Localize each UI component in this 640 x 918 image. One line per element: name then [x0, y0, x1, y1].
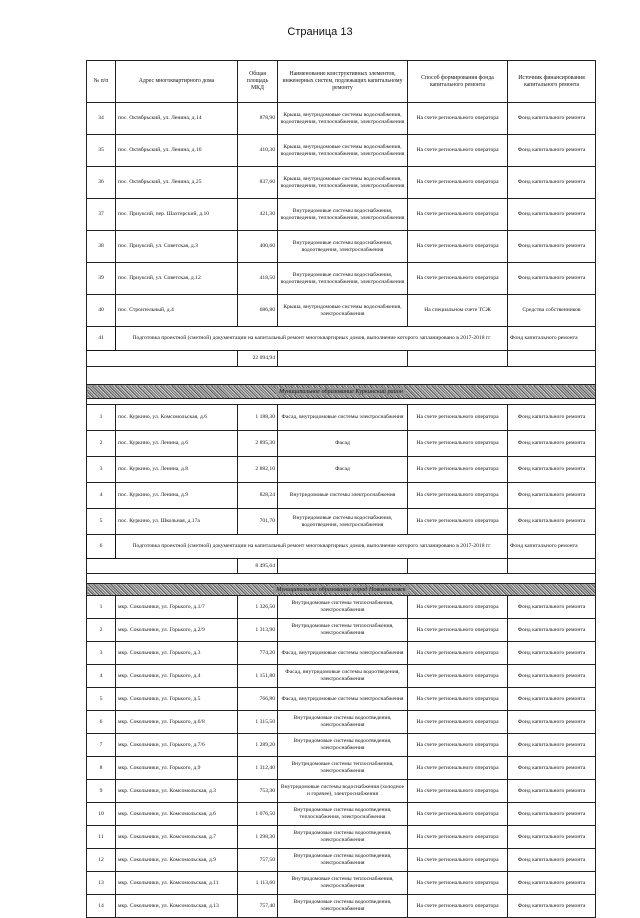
row-elements: Внутридомовые системы теплоснабжения, электроснабжения — [278, 872, 408, 895]
row-elements: Фасад, внутридомовые системы электроснабжения — [278, 405, 408, 431]
row-number: 2 — [87, 619, 116, 642]
total-empty-cell — [278, 559, 408, 574]
section-header-cell — [87, 584, 596, 596]
table-row — [87, 103, 596, 135]
row-area: 1 313,90 — [238, 619, 278, 642]
design-docs-row — [87, 535, 596, 559]
row-funding-source: Фонд капитального ремонта — [508, 509, 596, 535]
table-row — [87, 596, 596, 619]
table-row — [87, 509, 596, 535]
row-funding-source: Фонд капитального ремонта — [508, 803, 596, 826]
col-header-elements: Наименование конструктивных элементов, инженерных систем, подлежащих капитальному ремонту — [278, 61, 408, 103]
row-funding-source: Фонд капитального ремонта — [508, 263, 596, 295]
row-elements: Внутридомовые системы теплоснабжения, электроснабжения — [278, 757, 408, 780]
row-number: 1 — [87, 405, 116, 431]
table-row — [87, 826, 596, 849]
row-number: 9 — [87, 780, 116, 803]
row-address: пос. Приуксий, пер. Шахтерский, д.10 — [116, 199, 238, 231]
row-address: мкр. Сокольники, ул. Горького, д.2/9 — [116, 619, 238, 642]
row-address: пос. Куркино, ул. Школьная, д.17а — [116, 509, 238, 535]
row-number: 37 — [87, 199, 116, 231]
row-funding-source: Фонд капитального ремонта — [508, 734, 596, 757]
spacer-row — [87, 574, 596, 584]
row-funding-source: Фонд капитального ремонта — [508, 405, 596, 431]
row-funding-source: Фонд капитального ремонта — [508, 535, 596, 559]
row-fund-method: На счете регионального оператора — [408, 135, 508, 167]
row-elements: Фасад, внутридомовые системы электроснабжения — [278, 688, 408, 711]
row-number: 11 — [87, 826, 116, 849]
row-elements: Крыша, внутридомовые системы водоснабжения, электроснабжения — [278, 295, 408, 327]
row-number: 5 — [87, 688, 116, 711]
table-row — [87, 231, 596, 263]
row-fund-method: На счете регионального оператора — [408, 405, 508, 431]
table-row — [87, 431, 596, 457]
row-fund-method: На счете регионального оператора — [408, 199, 508, 231]
row-address: мкр. Сокольники, ул. Горького, д.6/8 — [116, 711, 238, 734]
spacer-cell — [87, 574, 596, 584]
row-address: пос. Строительный, д.4 — [116, 295, 238, 327]
table-row — [87, 135, 596, 167]
section-header-cell — [87, 385, 596, 399]
row-elements: Внутридомовые системы водоотведения, электроснабжения — [278, 849, 408, 872]
row-address: мкр. Сокольники, ул. Комсомольская, д.13 — [116, 895, 238, 918]
row-elements: Крыша, внутридомовые системы водоснабжения, водоотведения, теплоснабжения, электроснабжения — [278, 167, 408, 199]
total-area: 22 094,94 — [238, 351, 278, 367]
table-row — [87, 619, 596, 642]
row-funding-source: Фонд капитального ремонта — [508, 483, 596, 509]
row-elements: Внутридомовые системы электроснабжения — [278, 483, 408, 509]
row-number: 4 — [87, 665, 116, 688]
row-area: 828,24 — [238, 483, 278, 509]
row-elements: Внутридомовые системы водоотведения, теплоснабжения, электроснабжения — [278, 803, 408, 826]
table-row — [87, 872, 596, 895]
row-address: мкр. Сокольники, ул. Горького, д.9 — [116, 757, 238, 780]
row-number: 13 — [87, 872, 116, 895]
row-fund-method: На счете регионального оператора — [408, 849, 508, 872]
row-funding-source: Фонд капитального ремонта — [508, 327, 596, 351]
row-funding-source: Фонд капитального ремонта — [508, 895, 596, 918]
table-row — [87, 803, 596, 826]
table-row — [87, 895, 596, 918]
row-area: 701,70 — [238, 509, 278, 535]
table-row — [87, 711, 596, 734]
table-row — [87, 483, 596, 509]
row-funding-source: Фонд капитального ремонта — [508, 596, 596, 619]
row-number: 10 — [87, 803, 116, 826]
row-elements: Фасад, внутридомовые системы электроснабжения — [278, 642, 408, 665]
row-number: 40 — [87, 295, 116, 327]
row-elements: Фасад, внутридомовые системы водоотведения, электроснабжения — [278, 665, 408, 688]
row-fund-method: На счете регионального оператора — [408, 665, 508, 688]
row-area: 400,60 — [238, 231, 278, 263]
row-funding-source: Фонд капитального ремонта — [508, 826, 596, 849]
row-number: 35 — [87, 135, 116, 167]
row-area: 1 076,50 — [238, 803, 278, 826]
row-number: 34 — [87, 103, 116, 135]
row-area: 2 895,30 — [238, 431, 278, 457]
row-address: мкр. Сокольники, ул. Комсомольская, д.3 — [116, 780, 238, 803]
row-funding-source: Фонд капитального ремонта — [508, 103, 596, 135]
design-docs-row — [87, 327, 596, 351]
row-area: 1 151,80 — [238, 665, 278, 688]
row-fund-method: На счете регионального оператора — [408, 431, 508, 457]
row-area: 1 289,20 — [238, 734, 278, 757]
row-fund-method: На счете регионального оператора — [408, 734, 508, 757]
row-funding-source: Фонд капитального ремонта — [508, 780, 596, 803]
row-address: мкр. Сокольники, ул. Горького, д.1/7 — [116, 596, 238, 619]
row-address: пос. Октябрьский, ул. Ленина, д.14 — [116, 103, 238, 135]
row-number: 3 — [87, 457, 116, 483]
row-funding-source: Фонд капитального ремонта — [508, 231, 596, 263]
design-docs-text: Подготовка проектной (сметной) документации на капитальный ремонт многоквартирных домов, выполнение которого запланировано в 2017-2018 гг — [116, 327, 508, 351]
row-number: 4 — [87, 483, 116, 509]
table-row — [87, 688, 596, 711]
row-number: 6 — [87, 535, 116, 559]
row-fund-method: На счете регионального оператора — [408, 167, 508, 199]
row-area: 2 882,10 — [238, 457, 278, 483]
row-funding-source: Фонд капитального ремонта — [508, 849, 596, 872]
row-address: пос. Октябрьский, ул. Ленина, д.16 — [116, 135, 238, 167]
row-number: 7 — [87, 734, 116, 757]
total-empty-cell — [408, 351, 508, 367]
table-row — [87, 295, 596, 327]
row-fund-method: На счете регионального оператора — [408, 711, 508, 734]
row-elements: Внутридомовые системы водоснабжения, водоотведения, электроснабжения — [278, 509, 408, 535]
row-funding-source: Фонд капитального ремонта — [508, 135, 596, 167]
row-address: мкр. Сокольники, ул. Горького, д.3 — [116, 642, 238, 665]
row-number: 39 — [87, 263, 116, 295]
row-elements: Внутридомовые системы водоснабжения, водоотведения, теплоснабжения, электроснабжения — [278, 199, 408, 231]
col-header-address: Адрес многоквартирного дома — [116, 61, 238, 103]
table-row — [87, 780, 596, 803]
row-number: 14 — [87, 895, 116, 918]
row-area: 753,30 — [238, 780, 278, 803]
row-fund-method: На счете регионального оператора — [408, 263, 508, 295]
row-fund-method: На счете регионального оператора — [408, 826, 508, 849]
row-fund-method: На счете регионального оператора — [408, 103, 508, 135]
repair-register-table — [86, 60, 596, 918]
row-address: мкр. Сокольники, ул. Горького, д.5 — [116, 688, 238, 711]
row-number: 6 — [87, 711, 116, 734]
row-elements: Внутридомовые системы теплоснабжения, электроснабжения — [278, 596, 408, 619]
row-address: пос. Куркино, ул. Ленина, д.9 — [116, 483, 238, 509]
row-area: 757,50 — [238, 849, 278, 872]
row-funding-source: Фонд капитального ремонта — [508, 665, 596, 688]
row-area: 878,90 — [238, 103, 278, 135]
row-number: 1 — [87, 596, 116, 619]
row-elements: Фасад — [278, 457, 408, 483]
row-area: 1 312,40 — [238, 757, 278, 780]
row-funding-source: Фонд капитального ремонта — [508, 457, 596, 483]
row-elements: Внутридомовые системы водоотведения, электроснабжения — [278, 734, 408, 757]
page-title: Страница 13 — [287, 26, 353, 38]
table-row — [87, 405, 596, 431]
row-area: 1 326,50 — [238, 596, 278, 619]
row-fund-method: На счете регионального оператора — [408, 596, 508, 619]
row-address: пос. Куркино, ул. Ленина, д.8 — [116, 457, 238, 483]
total-empty-cell — [87, 559, 238, 574]
table-row — [87, 642, 596, 665]
row-fund-method: На счете регионального оператора — [408, 457, 508, 483]
table-header-row — [87, 61, 596, 103]
row-elements: Внутридомовые системы водоснабжения (холодное и горячее), электроснабжения — [278, 780, 408, 803]
total-row — [87, 351, 596, 367]
row-funding-source: Фонд капитального ремонта — [508, 642, 596, 665]
row-address: пос. Куркино, ул. Ленина, д.6 — [116, 431, 238, 457]
row-address: пос. Приуксий, ул. Советская, д.12 — [116, 263, 238, 295]
row-number: 41 — [87, 327, 116, 351]
row-area: 774,20 — [238, 642, 278, 665]
row-area: 757,40 — [238, 895, 278, 918]
row-area: 766,80 — [238, 688, 278, 711]
table-row — [87, 734, 596, 757]
total-empty-cell — [508, 351, 596, 367]
col-header-fund: Способ формирования фонда капитального ремонта — [408, 61, 508, 103]
total-empty-cell — [87, 351, 238, 367]
row-number: 3 — [87, 642, 116, 665]
col-header-source: Источник финансирования капитального ремонта — [508, 61, 596, 103]
row-address: мкр. Сокольники, ул. Горького, д.7/6 — [116, 734, 238, 757]
row-fund-method: На счете регионального оператора — [408, 231, 508, 263]
row-funding-source: Средства собственников — [508, 295, 596, 327]
total-row — [87, 559, 596, 574]
row-fund-method: На счете регионального оператора — [408, 872, 508, 895]
row-funding-source: Фонд капитального ремонта — [508, 711, 596, 734]
row-fund-method: На счете регионального оператора — [408, 780, 508, 803]
table-row — [87, 199, 596, 231]
row-elements: Внутридомовые системы водоотведения, электроснабжения — [278, 826, 408, 849]
row-area: 1 298,30 — [238, 826, 278, 849]
row-address: пос. Октябрьский, ул. Ленина, д.25 — [116, 167, 238, 199]
spacer-row — [87, 367, 596, 385]
total-empty-cell — [408, 559, 508, 574]
row-area: 837,60 — [238, 167, 278, 199]
row-funding-source: Фонд капитального ремонта — [508, 757, 596, 780]
section-header-row — [87, 385, 596, 399]
table-row — [87, 849, 596, 872]
row-area: 686,80 — [238, 295, 278, 327]
row-area: 421,30 — [238, 199, 278, 231]
table-row — [87, 457, 596, 483]
spacer-cell — [87, 367, 596, 385]
row-area: 1 315,50 — [238, 711, 278, 734]
row-funding-source: Фонд капитального ремонта — [508, 688, 596, 711]
row-address: пос. Приуксий, ул. Советская, д.3 — [116, 231, 238, 263]
total-empty-cell — [508, 559, 596, 574]
row-fund-method: На счете регионального оператора — [408, 509, 508, 535]
row-address: мкр. Сокольники, ул. Горького, д.4 — [116, 665, 238, 688]
row-area: 410,30 — [238, 135, 278, 167]
total-area: 8 495,64 — [238, 559, 278, 574]
table-row — [87, 167, 596, 199]
total-empty-cell — [278, 351, 408, 367]
row-address: мкр. Сокольники, ул. Комсомольская, д.6 — [116, 803, 238, 826]
row-elements: Внутридомовые системы водоснабжения, водоотведения, теплоснабжения, электроснабжения — [278, 263, 408, 295]
row-funding-source: Фонд капитального ремонта — [508, 199, 596, 231]
row-fund-method: На счете регионального оператора — [408, 619, 508, 642]
row-elements: Внутридомовые системы водоотведения, электроснабжения — [278, 711, 408, 734]
row-fund-method: На счете регионального оператора — [408, 757, 508, 780]
design-docs-text: Подготовка проектной (сметной) документации на капитальный ремонт многоквартирных домов, выполнение которого запланировано в 2017-2018 гг — [116, 535, 508, 559]
row-fund-method: На счете регионального оператора — [408, 688, 508, 711]
row-area: 418,50 — [238, 263, 278, 295]
row-fund-method: На счете регионального оператора — [408, 895, 508, 918]
row-fund-method: На счете регионального оператора — [408, 803, 508, 826]
table-row — [87, 757, 596, 780]
row-number: 8 — [87, 757, 116, 780]
row-funding-source: Фонд капитального ремонта — [508, 619, 596, 642]
row-number: 12 — [87, 849, 116, 872]
section-header-row — [87, 584, 596, 596]
row-address: мкр. Сокольники, ул. Комсомольская, д.11 — [116, 872, 238, 895]
row-elements: Внутридомовые системы водоснабжения, водоотведения, электроснабжения — [278, 231, 408, 263]
row-funding-source: Фонд капитального ремонта — [508, 431, 596, 457]
row-elements: Фасад — [278, 431, 408, 457]
row-funding-source: Фонд капитального ремонта — [508, 167, 596, 199]
row-elements: Внутридомовые системы теплоснабжения, электроснабжения — [278, 619, 408, 642]
row-elements: Крыша, внутридомовые системы водоснабжения, водоотведения, теплоснабжения, электроснабжения — [278, 135, 408, 167]
section-title: Муниципальное образование Куркинский район — [276, 388, 406, 395]
row-address: мкр. Сокольники, ул. Комсомольская, д.9 — [116, 849, 238, 872]
table-row — [87, 665, 596, 688]
row-funding-source: Фонд капитального ремонта — [508, 872, 596, 895]
row-address: мкр. Сокольники, ул. Комсомольская, д.7 — [116, 826, 238, 849]
table-row — [87, 263, 596, 295]
row-fund-method: На счете регионального оператора — [408, 642, 508, 665]
row-area: 1 113,60 — [238, 872, 278, 895]
row-area: 1 188,30 — [238, 405, 278, 431]
section-title: Муниципальное образование город Новомосковск — [273, 586, 408, 593]
col-header-area: Общая площадь МКД — [238, 61, 278, 103]
row-fund-method: На специальном счете ТСЖ — [408, 295, 508, 327]
row-fund-method: На счете регионального оператора — [408, 483, 508, 509]
row-number: 38 — [87, 231, 116, 263]
row-number: 36 — [87, 167, 116, 199]
row-number: 2 — [87, 431, 116, 457]
row-elements: Внутридомовые системы водоотведения, электроснабжения — [278, 895, 408, 918]
row-address: пос. Куркино, ул. Комсомольская, д.6 — [116, 405, 238, 431]
row-elements: Крыша, внутридомовые системы водоснабжения, водоотведения, теплоснабжения, электроснабжения — [278, 103, 408, 135]
col-header-number: № п/п — [87, 61, 116, 103]
row-number: 5 — [87, 509, 116, 535]
